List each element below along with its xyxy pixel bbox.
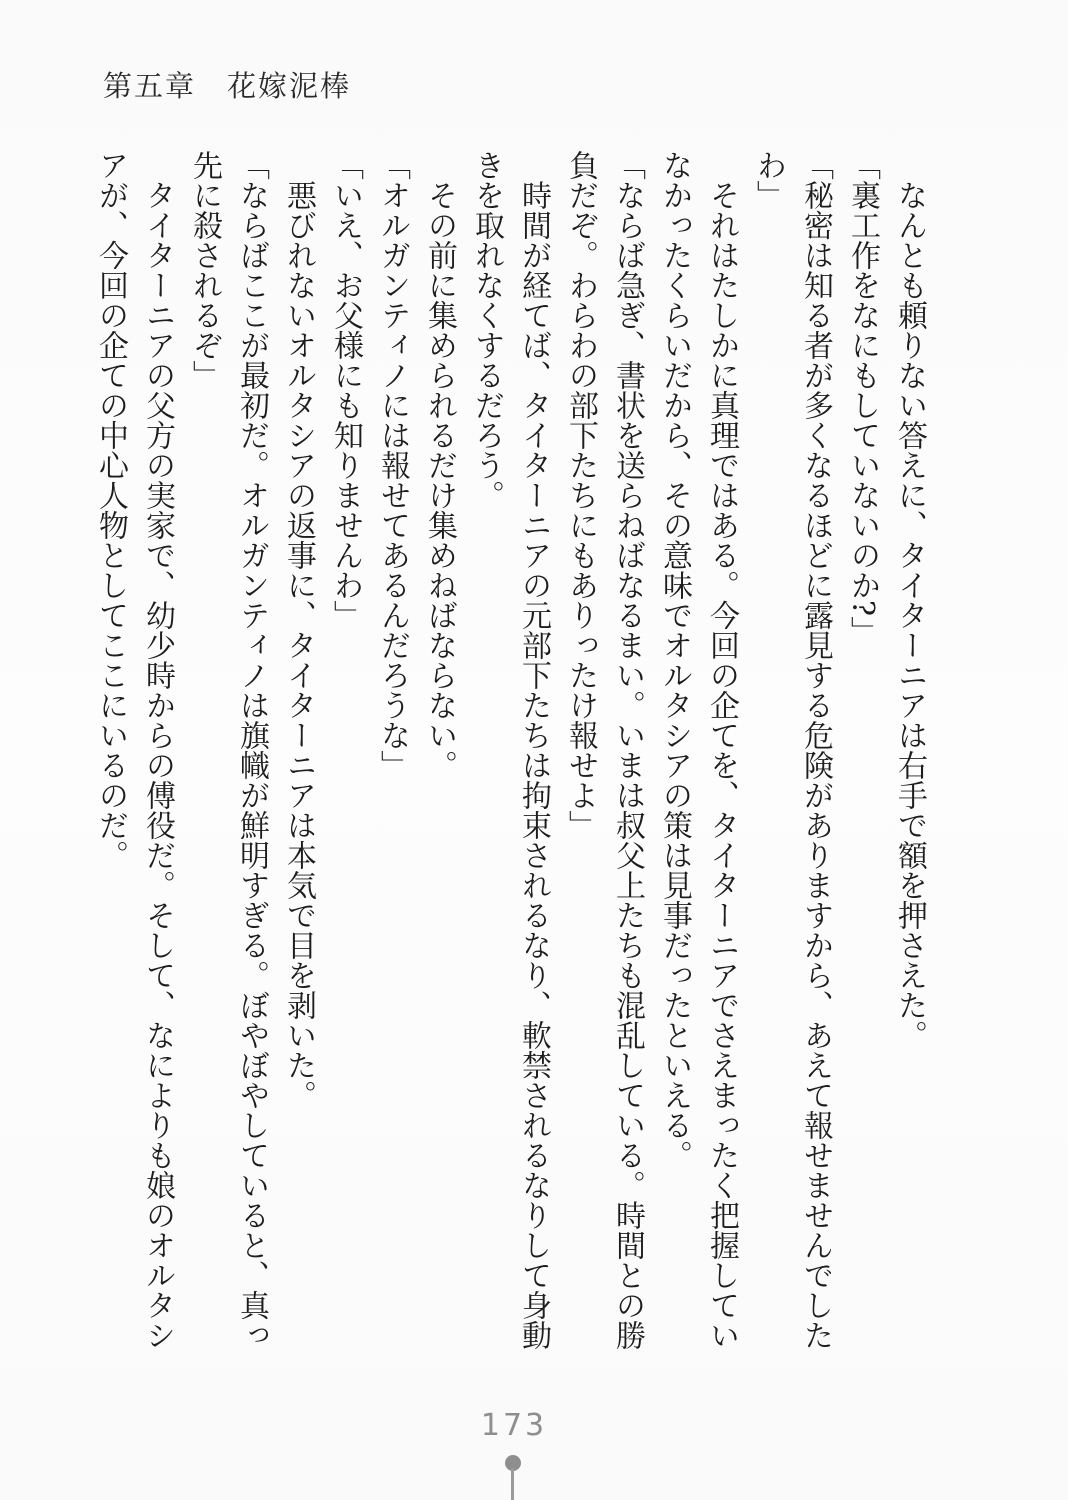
paragraph-narrative: それはたしかに真理ではある。今回の企てを、タイターニアでさえまったく把握していなかったくらいだから、その意味でオルタシアの策は見事だったといえる。 — [657, 150, 739, 1350]
paragraph-narrative: なんとも頼りない答えに、タイターニアは右手で額を押さえた。 — [892, 180, 927, 1050]
paragraph-dialogue: 「秘密は知る者が多くなるほどに露見する危険がありますから、あえて報せませんでしたわ」 — [751, 150, 833, 1350]
paragraph-dialogue: 「オルガンティノには報せてあるんだろうな」 — [375, 150, 410, 780]
paragraph-narrative: タイターニアの父方の実家で、幼少時からの傅役だ。そして、なによりも娘のオルタシアが、今回の企ての中心人物としてここにいるのだ。 — [93, 150, 175, 1350]
paragraph-narrative: その前に集められるだけ集めねばならない。 — [422, 180, 457, 780]
chapter-header: 第五章 花嫁泥棒 — [103, 69, 352, 103]
footer-line-ornament — [511, 1468, 514, 1500]
paragraph-dialogue: 「ならばここが最初だ。オルガンティノは旗幟が鮮明すぎる。ぼやぼやしていると、真っ先に殺されるぞ」 — [187, 150, 269, 1350]
paragraph-dialogue: 「裏工作をなにもしていないのか?」 — [845, 150, 880, 647]
page-number: 173 — [480, 1408, 548, 1443]
paragraph-dialogue: 「いえ、お父様にも知りませんわ」 — [328, 150, 363, 630]
paragraph-narrative: 悪びれないオルタシアの返事に、タイターニアは本気で目を剥いた。 — [281, 180, 316, 1110]
body-text — [87, 150, 933, 1374]
paragraph-dialogue: 「ならば急ぎ、書状を送らねばなるまい。いまは叔父上たちも混乱している。時間との勝負だぞ。わらわの部下たちにもありったけ報せよ」 — [563, 150, 645, 1350]
paragraph-narrative: 時間が経てば、タイターニアの元部下たちは拘束されるなり、軟禁されるなりして身動きを取れなくするだろう。 — [469, 150, 551, 1350]
